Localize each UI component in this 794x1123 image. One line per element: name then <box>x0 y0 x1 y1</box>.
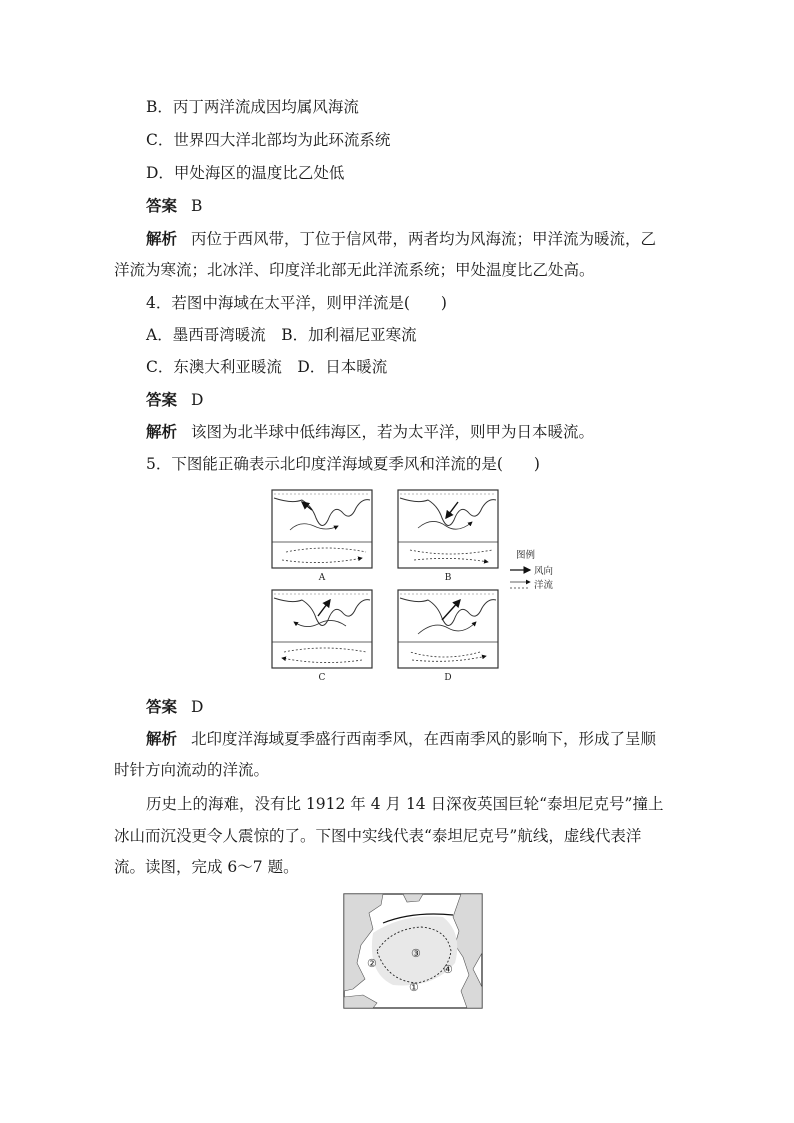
answer-label: 答案 <box>146 390 178 409</box>
q5-explanation-line1 <box>146 729 656 749</box>
answer-label: 答案 <box>146 697 178 716</box>
legend <box>510 549 554 591</box>
q5-answer <box>146 697 203 717</box>
q3-option-d: D．甲处海区的温度比乙处低 <box>146 164 345 182</box>
q3-explanation-line1 <box>146 229 656 249</box>
map-a-label: A <box>318 573 326 583</box>
map-b-label: B <box>444 573 452 583</box>
q3-option-c: C．世界四大洋北部均为此环流系统 <box>146 131 391 149</box>
legend-current: 洋流 <box>534 580 554 591</box>
legend-title: 图例 <box>516 550 536 561</box>
q5-stem: 5．下图能正确表示北印度洋海域夏季风和洋流的是( ) <box>146 455 540 473</box>
explanation-label: 解析 <box>146 422 178 441</box>
map-d <box>398 590 498 668</box>
q5-explanation-line2: 时针方向流动的洋流。 <box>114 761 270 779</box>
q3-explanation-line2: 洋流为寒流；北冰洋、印度洋北部无此洋流系统；甲处温度比乙处高。 <box>114 261 595 279</box>
monsoon-maps-figure <box>268 486 568 686</box>
label-1: ① <box>409 981 419 994</box>
explanation-label: 解析 <box>146 229 178 248</box>
q4-options-cd: C．东澳大利亚暖流 D．日本暖流 <box>146 358 388 376</box>
atlantic-map-figure <box>343 893 483 1009</box>
answer-value: D <box>191 391 204 409</box>
q3-answer <box>146 196 202 216</box>
q4-stem: 4．若图中海域在太平洋，则甲洋流是( ) <box>146 294 447 312</box>
map-b <box>398 490 498 568</box>
map-d-label: D <box>444 673 452 683</box>
label-2: ② <box>367 957 377 970</box>
explanation-text: 该图为北半球中低纬海区，若为太平洋，则甲为日本暖流。 <box>191 423 595 441</box>
answer-value: B <box>191 197 203 215</box>
label-4: ④ <box>443 963 453 976</box>
passage-line1: 历史上的海难，没有比 1912 年 4 月 14 日深夜英国巨轮“泰坦尼克号”撞上 <box>146 795 664 813</box>
map-a <box>272 490 372 568</box>
q4-options-ab: A．墨西哥湾暖流 B．加利福尼亚寒流 <box>146 326 417 344</box>
answer-label: 答案 <box>146 196 178 215</box>
atlantic-map-svg <box>343 893 483 1009</box>
passage-line2: 冰山而沉没更令人震惊的了。下图中实线代表“泰坦尼克号”航线，虚线代表洋 <box>114 827 642 845</box>
q4-answer <box>146 390 203 410</box>
explanation-text: 北印度洋海域夏季盛行西南季风，在西南季风的影响下，形成了呈顺 <box>191 730 657 748</box>
q4-explanation <box>146 422 594 442</box>
map-c <box>272 590 372 668</box>
legend-wind: 风向 <box>534 566 554 577</box>
passage-line3: 流。读图，完成 6～7 题。 <box>114 858 299 876</box>
monsoon-maps-svg <box>268 486 568 686</box>
answer-value: D <box>191 698 204 716</box>
label-3: ③ <box>411 947 421 960</box>
map-c-label: C <box>318 673 326 683</box>
explanation-text: 丙位于西风带，丁位于信风带，两者均为风海流；甲洋流为暖流，乙 <box>191 230 657 248</box>
q3-option-b: B．丙丁两洋流成因均属风海流 <box>146 98 359 116</box>
explanation-label: 解析 <box>146 729 178 748</box>
